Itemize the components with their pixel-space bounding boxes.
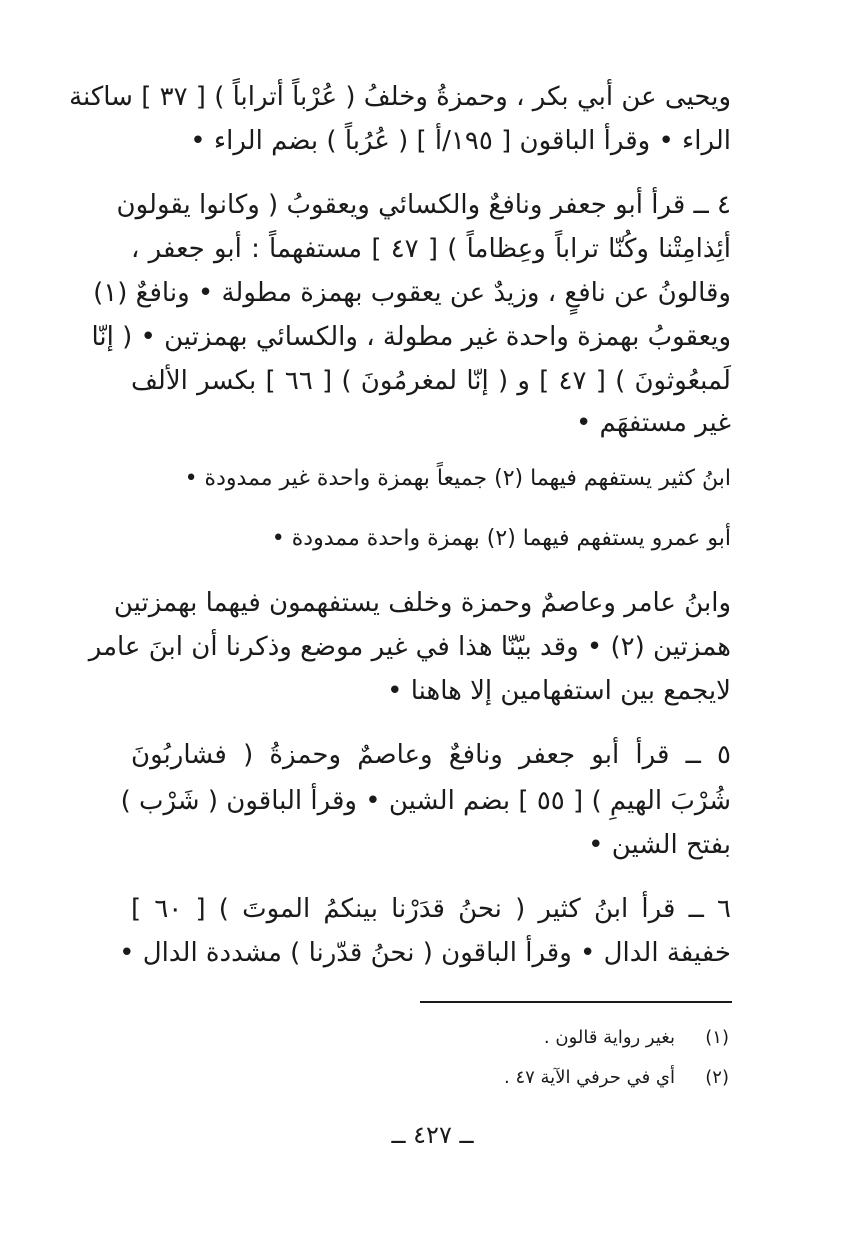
footnote-text: بغير رواية قالون . xyxy=(543,1027,675,1048)
text-line: ويحيى عن أبي بكر ، وحمزةُ وخلفُ ( عُرْباً أتراباً ) [ ٣٧ ] ساكنة xyxy=(69,82,731,112)
footnote-text: أي في حرفي الآية ٤٧ . xyxy=(504,1067,675,1088)
footnote-separator xyxy=(420,1001,732,1003)
footnote xyxy=(504,1064,729,1092)
footnote xyxy=(544,1024,729,1052)
text-line: شُرْبَ الهيمِ ) [ ٥٥ ] بضم الشين • وقرأ الباقون ( شَرْب ) xyxy=(120,786,731,816)
text-line: خفيفة الدال • وقرأ الباقون ( نحنُ قدّرنا ) مشددة الدال • xyxy=(119,938,731,968)
text-line: الراء • وقرأ الباقون [ ١٩٥/أ ] ( عُرُباً ) بضم الراء • xyxy=(190,126,731,156)
text-line: همزتين (٢) • وقد بيّنّا هذا في غير موضع وذكرنا أن ابنَ عامر xyxy=(88,632,731,662)
text-line: وقالونُ عن نافعٍ ، وزيدٌ عن يعقوب بهمزة مطولة • ونافعٌ (١) xyxy=(93,278,731,308)
text-line: أئِذامِتْنا وكُنّا تراباً وعِظاماً ) [ ٤٧ ] مستفهماً : أبو جعفر ، xyxy=(131,234,731,264)
text-line: غير مستفهَم • xyxy=(575,408,731,438)
text-line: لايجمع بين استفهامين إلا هاهنا • xyxy=(387,676,731,706)
page-number: ــ ٤٢٧ ــ xyxy=(391,1121,474,1149)
text-line: لَمبعُوثونَ ) [ ٤٧ ] و ( إنّا لمغرمُونَ ) [ ٦٦ ] بكسر الألف xyxy=(131,366,731,396)
text-line: وابنُ عامر وعاصمٌ وحمزة وخلف يستفهمون فيهما بهمزتين xyxy=(113,588,731,618)
text-line: ٦ ــ قرأ ابنُ كثير ( نحنُ قدَرْنا بينكمُ الموتَ ) [ ٦٠ ] xyxy=(131,894,731,924)
text-line: ابنُ كثير يستفهم فيهما (٢) جميعاً بهمزة واحدة غير ممدودة • xyxy=(184,466,731,491)
text-line: ٤ ــ قرأ أبو جعفر ونافعٌ والكسائي ويعقوبُ ( وكانوا يقولون xyxy=(116,190,731,220)
text-line: بفتح الشين • xyxy=(588,830,731,860)
text-line: ويعقوبُ بهمزة واحدة غير مطولة ، والكسائي بهمزتين • ( إنّا xyxy=(91,322,731,352)
text-line: أبو عمرو يستفهم فيهما (٢) بهمزة واحدة ممدودة • xyxy=(271,526,731,551)
text-line: ٥ ــ قرأ أبو جعفر ونافعٌ وعاصمٌ وحمزةُ ( فشاربُونَ xyxy=(131,740,731,770)
footnote-number: (٢) xyxy=(705,1067,729,1088)
footnote-number: (١) xyxy=(705,1027,729,1048)
